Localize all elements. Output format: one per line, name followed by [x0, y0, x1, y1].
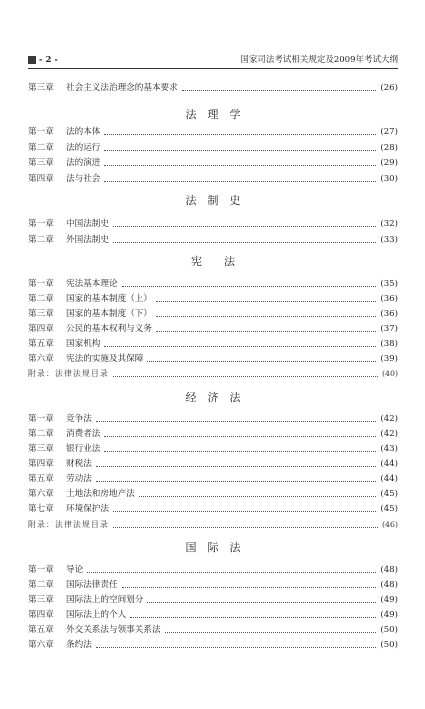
dot-leader [96, 481, 377, 482]
dot-leader [147, 602, 376, 603]
section-heading: 国 际 法 [185, 541, 241, 554]
page-number: (29) [380, 158, 398, 168]
page-number: (36) [380, 309, 398, 319]
section-heading: 宪 法 [191, 255, 235, 268]
chapter-number: 第一章 [28, 127, 54, 137]
square-marker-icon [28, 56, 36, 64]
dot-leader [156, 301, 376, 302]
dot-leader [122, 286, 377, 287]
entry-title: 国家的基本制度（上） [66, 294, 152, 304]
dot-leader [104, 436, 376, 437]
dot-leader [156, 331, 376, 332]
chapter-number: 第六章 [28, 489, 54, 499]
entry-title: 国际法上的个人 [66, 610, 127, 620]
dot-leader [139, 496, 377, 497]
running-header [28, 53, 398, 67]
entry-title: 竞争法 [66, 414, 92, 424]
entry-title: 国家机构 [66, 339, 101, 349]
chapter-number: 第四章 [28, 324, 54, 334]
dot-leader [113, 527, 378, 528]
toc-entry [28, 172, 398, 186]
toc-entry [28, 608, 398, 622]
section-heading: 经 济 法 [185, 391, 241, 404]
dot-leader [96, 466, 377, 467]
chapter-number: 第二章 [28, 429, 54, 439]
dot-leader [147, 361, 376, 362]
page-number: (49) [380, 610, 398, 620]
toc-entry [28, 442, 398, 456]
entry-title: 宪法基本理论 [66, 279, 118, 289]
page-number: (40) [381, 369, 398, 378]
toc-entry [28, 125, 398, 139]
chapter-number: 第六章 [28, 354, 54, 364]
toc-entry [28, 472, 398, 486]
chapter-number: 第三章 [28, 83, 54, 93]
toc-entry [28, 578, 398, 592]
page-number: (38) [380, 339, 398, 349]
page-number: (42) [380, 429, 398, 439]
page-number: (42) [380, 414, 398, 424]
chapter-number: 第一章 [28, 414, 54, 424]
entry-title: 劳动法 [66, 474, 92, 484]
dot-leader [122, 587, 377, 588]
toc-entry [28, 307, 398, 321]
page-number: (37) [380, 324, 398, 334]
toc-entry [28, 277, 398, 291]
dot-leader [165, 632, 377, 633]
entry-title: 土地法和房地产法 [66, 489, 135, 499]
dot-leader [104, 165, 376, 166]
chapter-number: 第一章 [28, 565, 54, 575]
page-number: (28) [380, 143, 398, 153]
entry-title: 银行业法 [66, 444, 101, 454]
entry-title: 财税法 [66, 459, 92, 469]
chapter-number: 第六章 [28, 640, 54, 650]
entry-title: 附录：法律法规目录 [28, 520, 109, 529]
header-book-title: 国家司法考试相关规定及2009年考试大纲 [240, 55, 398, 65]
entry-title: 导论 [66, 565, 84, 575]
entry-title: 法与社会 [66, 174, 101, 184]
toc-entry [28, 638, 398, 652]
dot-leader [104, 134, 376, 135]
toc-entry [28, 337, 398, 351]
toc-entry [28, 156, 398, 170]
page-number: (44) [380, 459, 398, 469]
dot-leader [104, 451, 376, 452]
chapter-number: 第四章 [28, 610, 54, 620]
section-heading: 法 制 史 [185, 194, 241, 207]
chapter-number: 第三章 [28, 595, 54, 605]
entry-title: 国家的基本制度（下） [66, 309, 152, 319]
toc-entry [28, 292, 398, 306]
toc-entry [28, 457, 398, 471]
entry-title: 国际法上的空间划分 [66, 595, 144, 605]
entry-title: 宪法的实施及其保障 [66, 354, 144, 364]
dot-leader [113, 511, 376, 512]
chapter-number: 第二章 [28, 294, 54, 304]
chapter-number: 第四章 [28, 174, 54, 184]
toc-entry [28, 563, 398, 577]
entry-title: 法的运行 [66, 143, 101, 153]
dot-leader [96, 421, 377, 422]
entry-title: 附录：法律法规目录 [28, 369, 109, 378]
page-number: (49) [380, 595, 398, 605]
page-number: (26) [380, 83, 398, 93]
chapter-number: 第二章 [28, 580, 54, 590]
dot-leader [130, 617, 376, 618]
page-number: (32) [380, 219, 398, 229]
chapter-number: 第三章 [28, 444, 54, 454]
header-page-marker [28, 53, 58, 67]
entry-title: 公民的基本权利与义务 [66, 324, 152, 334]
page-number: (33) [380, 235, 398, 245]
page-number: (45) [380, 489, 398, 499]
header-rule [28, 68, 398, 69]
dot-leader [96, 647, 377, 648]
entry-title: 法的本体 [66, 127, 101, 137]
chapter-number: 第四章 [28, 459, 54, 469]
page-number: (35) [380, 279, 398, 289]
header-page-number: - 2 - [39, 55, 58, 65]
chapter-number: 第三章 [28, 309, 54, 319]
dot-leader [156, 316, 376, 317]
toc-entry [28, 427, 398, 441]
entry-title: 外交关系法与领事关系法 [66, 625, 161, 635]
page-number: (48) [380, 580, 398, 590]
section-heading: 法 理 学 [185, 108, 241, 121]
page-number: (50) [380, 640, 398, 650]
chapter-number: 第三章 [28, 158, 54, 168]
dot-leader [104, 181, 376, 182]
page-number: (27) [380, 127, 398, 137]
toc-entry [28, 593, 398, 607]
entry-title: 外国法制史 [66, 235, 109, 245]
page-number: (50) [380, 625, 398, 635]
page-number: (36) [380, 294, 398, 304]
chapter-number: 第二章 [28, 143, 54, 153]
page-number: (43) [380, 444, 398, 454]
entry-title: 国际法律责任 [66, 580, 118, 590]
entry-title: 法的演进 [66, 158, 101, 168]
toc-entry [28, 502, 398, 516]
dot-leader [113, 226, 376, 227]
page-number: (30) [380, 174, 398, 184]
toc-entry [28, 487, 398, 501]
page-number: (48) [380, 565, 398, 575]
chapter-number: 第一章 [28, 279, 54, 289]
entry-title: 社会主义法治理念的基本要求 [66, 83, 178, 93]
toc-entry [28, 352, 398, 366]
appendix-entry [28, 367, 398, 381]
chapter-number: 第七章 [28, 504, 54, 514]
appendix-entry [28, 518, 398, 532]
chapter-number: 第二章 [28, 235, 54, 245]
entry-title: 中国法制史 [66, 219, 109, 229]
dot-leader [113, 376, 378, 377]
entry-title: 消费者法 [66, 429, 101, 439]
toc-entry [28, 623, 398, 637]
dot-leader [104, 150, 376, 151]
toc-entry [28, 412, 398, 426]
toc-entry [28, 217, 398, 231]
toc-entry [28, 233, 398, 247]
chapter-number: 第五章 [28, 339, 54, 349]
entry-title: 环境保护法 [66, 504, 109, 514]
dot-leader [113, 242, 376, 243]
chapter-number: 第一章 [28, 219, 54, 229]
dot-leader [87, 572, 376, 573]
chapter-number: 第五章 [28, 625, 54, 635]
dot-leader [104, 346, 376, 347]
toc-entry [28, 81, 398, 95]
page-number: (45) [380, 504, 398, 514]
chapter-number: 第五章 [28, 474, 54, 484]
dot-leader [182, 90, 377, 91]
toc-entry [28, 322, 398, 336]
page-number: (39) [380, 354, 398, 364]
page-number: (44) [380, 474, 398, 484]
toc-entry [28, 141, 398, 155]
page-number: (46) [381, 520, 398, 529]
entry-title: 条约法 [66, 640, 92, 650]
